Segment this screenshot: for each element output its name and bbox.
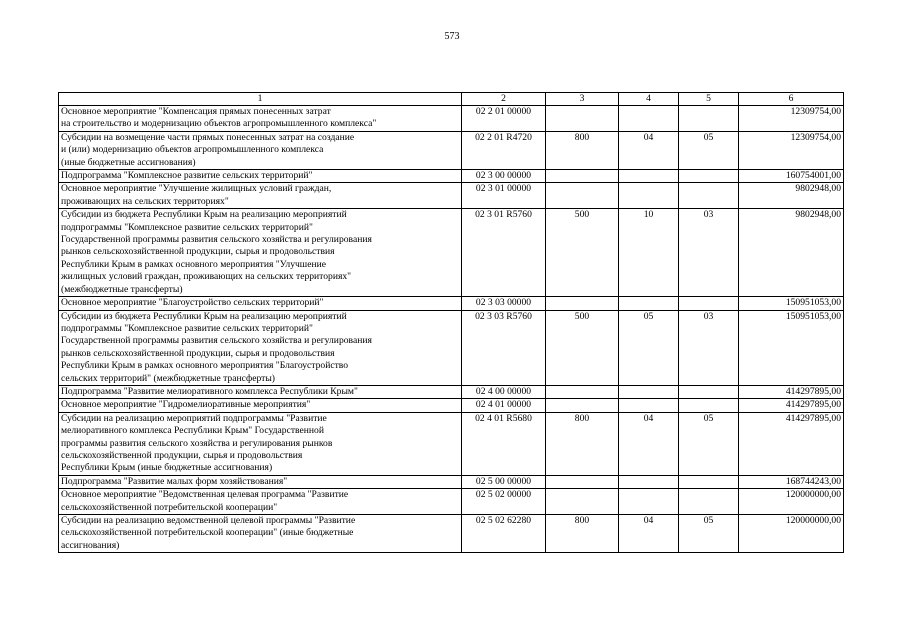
row-expense-type-cell [546, 385, 619, 398]
row-code-cell: 02 3 03 00000 [462, 297, 546, 310]
row-section-cell [619, 183, 679, 209]
row-amount-cell: 150951053,00 [739, 297, 844, 310]
row-amount-cell: 414297895,00 [739, 412, 844, 475]
row-name-cell: Субсидии на реализацию ведомственной целевой программы "Развитие сельскохозяйственной потребительской кооперации" (иные бюджетные ассигнования) [59, 515, 462, 553]
row-amount-cell: 414297895,00 [739, 399, 844, 412]
row-section-cell [619, 489, 679, 515]
row-expense-type-cell: 500 [546, 209, 619, 297]
table-row [59, 515, 844, 553]
row-code-cell: 02 4 01 00000 [462, 399, 546, 412]
row-code-cell: 02 5 02 62280 [462, 515, 546, 553]
row-amount-cell: 150951053,00 [739, 310, 844, 385]
budget-table [58, 92, 844, 553]
row-subsection-cell: 05 [679, 515, 739, 553]
row-expense-type-cell [546, 475, 619, 488]
row-section-cell: 04 [619, 515, 679, 553]
row-amount-cell: 12309754,00 [739, 106, 844, 132]
row-amount-cell: 160754001,00 [739, 170, 844, 183]
row-code-cell: 02 3 00 00000 [462, 170, 546, 183]
row-subsection-cell [679, 399, 739, 412]
row-section-cell [619, 297, 679, 310]
row-section-cell [619, 170, 679, 183]
row-section-cell: 05 [619, 310, 679, 385]
row-name-cell: Субсидии на реализацию мероприятий подпрограммы "Развитие мелиоративного комплекса Республики Крым" Государственной программы развития сельского хозяйства и регулирования рынков сельскохозяйственной продукции, сырья и продовольствия Республики Крым (иные бюджетные ассигнования) [59, 412, 462, 475]
row-amount-cell: 414297895,00 [739, 385, 844, 398]
page-number: 573 [444, 31, 460, 42]
row-code-cell: 02 4 01 R5680 [462, 412, 546, 475]
row-name-cell: Подпрограмма "Комплексное развитие сельских территорий" [59, 170, 462, 183]
row-expense-type-cell [546, 183, 619, 209]
row-subsection-cell [679, 297, 739, 310]
row-subsection-cell: 05 [679, 131, 739, 169]
row-name-cell: Подпрограмма "Развитие малых форм хозяйствования" [59, 475, 462, 488]
row-subsection-cell [679, 106, 739, 132]
row-name-cell: Субсидии из бюджета Республики Крым на реализацию мероприятий подпрограммы "Комплексное развитие сельских территорий" Государственной программы развития сельского хозяйства и регулирования рынков сельскохозяйственной продукции, сырья и продовольствия Республики Крым в рамках основного мероприятия "Улучшение жилищных условий граждан, проживающих на сельских территориях" (межбюджетные трансферты) [59, 209, 462, 297]
header-cell: 1 [59, 93, 462, 106]
row-amount-cell: 9802948,00 [739, 183, 844, 209]
header-cell: 2 [462, 93, 546, 106]
row-subsection-cell [679, 385, 739, 398]
header-cell: 6 [739, 93, 844, 106]
row-code-cell: 02 2 01 R4720 [462, 131, 546, 169]
row-subsection-cell [679, 183, 739, 209]
row-section-cell [619, 475, 679, 488]
row-expense-type-cell [546, 399, 619, 412]
row-expense-type-cell [546, 170, 619, 183]
header-cell: 3 [546, 93, 619, 106]
row-code-cell: 02 4 00 00000 [462, 385, 546, 398]
table-row [59, 183, 844, 209]
table-body [59, 106, 844, 553]
row-name-cell: Подпрограмма "Развитие мелиоративного комплекса Республики Крым" [59, 385, 462, 398]
row-section-cell: 10 [619, 209, 679, 297]
table-row [59, 310, 844, 385]
row-code-cell: 02 3 03 R5760 [462, 310, 546, 385]
row-subsection-cell: 03 [679, 310, 739, 385]
table-row [59, 385, 844, 398]
table-row [59, 489, 844, 515]
table-row [59, 170, 844, 183]
row-name-cell: Основное мероприятие "Улучшение жилищных условий граждан, проживающих на сельских территориях" [59, 183, 462, 209]
row-name-cell: Субсидии на возмещение части прямых понесенных затрат на создание и (или) модернизацию объектов агропромышленного комплекса (иные бюджетные ассигнования) [59, 131, 462, 169]
row-name-cell: Основное мероприятие "Ведомственная целевая программа "Развитие сельскохозяйственной потребительской кооперации" [59, 489, 462, 515]
table-row [59, 475, 844, 488]
header-cell: 4 [619, 93, 679, 106]
table-row [59, 412, 844, 475]
row-code-cell: 02 3 01 R5760 [462, 209, 546, 297]
row-section-cell [619, 385, 679, 398]
table-row [59, 297, 844, 310]
row-subsection-cell: 03 [679, 209, 739, 297]
row-section-cell [619, 399, 679, 412]
row-expense-type-cell: 800 [546, 131, 619, 169]
row-expense-type-cell [546, 297, 619, 310]
table-row [59, 399, 844, 412]
row-amount-cell: 12309754,00 [739, 131, 844, 169]
row-subsection-cell [679, 170, 739, 183]
row-code-cell: 02 5 02 00000 [462, 489, 546, 515]
row-expense-type-cell [546, 489, 619, 515]
table-row [59, 209, 844, 297]
row-code-cell: 02 5 00 00000 [462, 475, 546, 488]
row-subsection-cell [679, 475, 739, 488]
header-cell: 5 [679, 93, 739, 106]
row-amount-cell: 9802948,00 [739, 209, 844, 297]
row-section-cell [619, 106, 679, 132]
row-name-cell: Основное мероприятие "Благоустройство сельских территорий" [59, 297, 462, 310]
row-name-cell: Основное мероприятие "Компенсация прямых понесенных затрат на строительство и модернизацию объектов агропромышленного комплекса" [59, 106, 462, 132]
row-section-cell: 04 [619, 412, 679, 475]
row-code-cell: 02 2 01 00000 [462, 106, 546, 132]
row-section-cell: 04 [619, 131, 679, 169]
table-row [59, 106, 844, 132]
row-subsection-cell [679, 489, 739, 515]
row-code-cell: 02 3 01 00000 [462, 183, 546, 209]
row-amount-cell: 120000000,00 [739, 489, 844, 515]
row-expense-type-cell: 800 [546, 412, 619, 475]
row-name-cell: Субсидии из бюджета Республики Крым на реализацию мероприятий подпрограммы "Комплексное развитие сельских территорий" Государственной программы развития сельского хозяйства и регулирования рынков сельскохозяйственной продукции, сырья и продовольствия Республики Крым в рамках основного мероприятия "Благоустройство сельских территорий" (межбюджетные трансферты) [59, 310, 462, 385]
row-expense-type-cell [546, 106, 619, 132]
row-name-cell: Основное мероприятие "Гидромелиоративные мероприятия" [59, 399, 462, 412]
row-expense-type-cell: 800 [546, 515, 619, 553]
row-expense-type-cell: 500 [546, 310, 619, 385]
table-row [59, 131, 844, 169]
row-amount-cell: 168744243,00 [739, 475, 844, 488]
row-subsection-cell: 05 [679, 412, 739, 475]
table-header-row [59, 93, 844, 106]
row-amount-cell: 120000000,00 [739, 515, 844, 553]
